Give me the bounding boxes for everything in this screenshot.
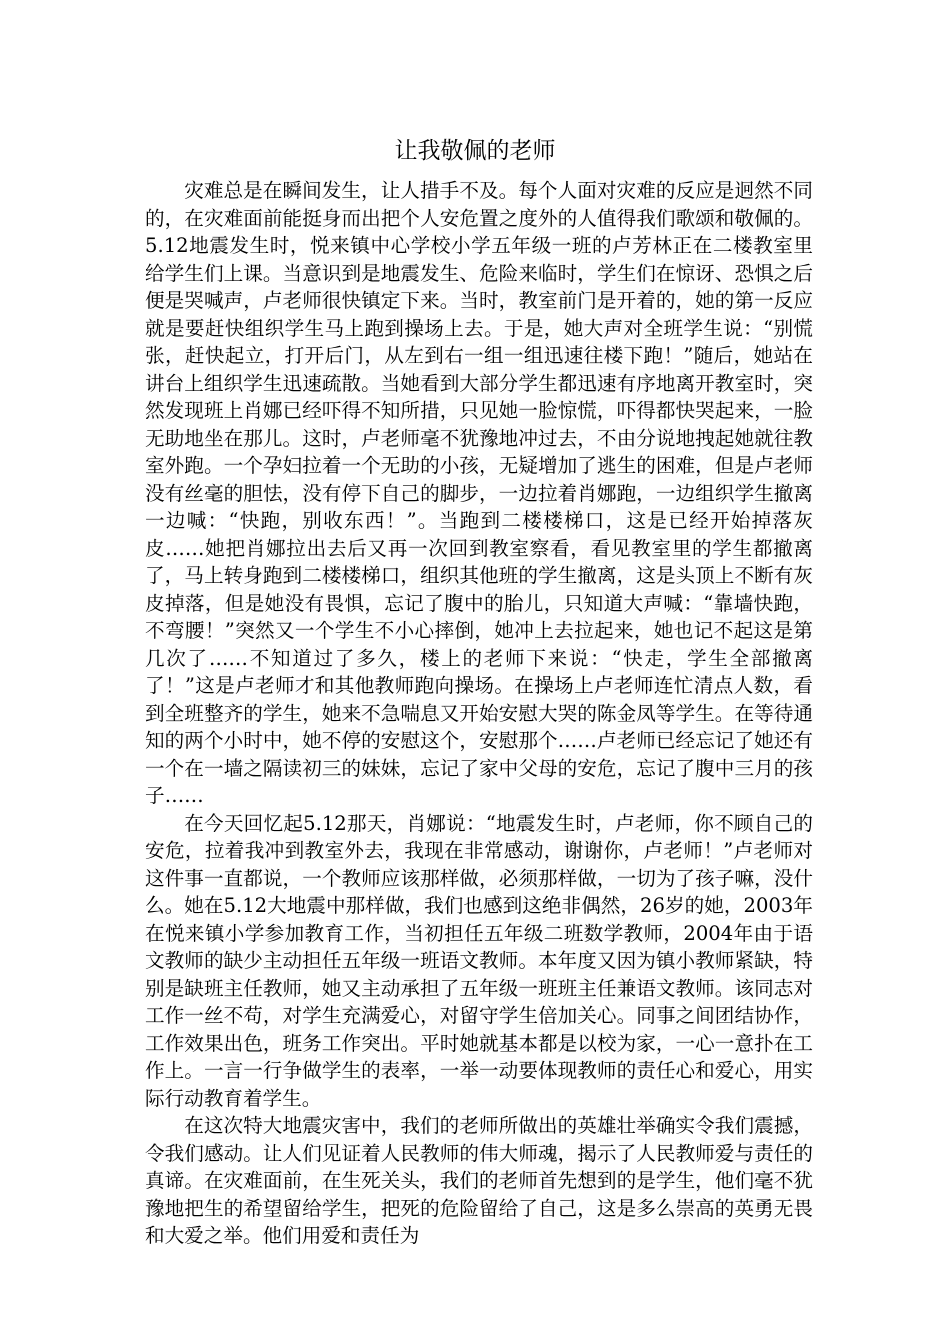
paragraph-2: 在今天回忆起5.12那天，肖娜说：“地震发生时，卢老师，你不顾自己的安危，拉着我冲到教室外去，我现在非常感动，谢谢你，卢老师！”卢老师对这件事一直都说，一个教师应该那样做，必须那样做，一切为了孩子嘛，没什么。她在5.12大地震中那样做，我们也感到这绝非偶然，26岁的她，2003年在悦来镇小学参加教育工作，当初担任五年级二班数学教师，2004年由于语文教师的缺少主动担任五年级一班语文教师。本年度又因为镇小教师紧缺，特别是缺班主任教师，她又主动承担了五年级一班班主任兼语文教师。该同志对工作一丝不苟，对学生充满爱心，对留守学生倍加关心。同事之间团结协作，工作效果出色，班务工作突出。平时她就基本都是以校为家，一心一意扑在工作上。一言一行争做学生的表率，一举一动要体现教师的责任心和爱心，用实际行动教育着学生。 xyxy=(145,811,813,1110)
document-title: 让我敬佩的老师 xyxy=(394,138,556,164)
paragraph-1: 灾难总是在瞬间发生，让人措手不及。每个人面对灾难的反应是迥然不同的，在灾难面前能挺身而出把个人安危置之度外的人值得我们歌颂和敬佩的。5.12地震发生时，悦来镇中心学校小学五年级一班的卢芳林正在二楼教室里给学生们上课。当意识到是地震发生、危险来临时，学生们在惊讶、恐惧之后便是哭喊声，卢老师很快镇定下来。当时，教室前门是开着的，她的第一反应就是要赶快组织学生马上跑到操场上去。于是，她大声对全班学生说：“别慌张，赶快起立，打开后门，从左到右一组一组迅速往楼下跑！”随后，她站在讲台上组织学生迅速疏散。当她看到大部分学生都迅速有序地离开教室时，突然发现班上肖娜已经吓得不知所措，只见她一脸惊慌，吓得都快哭起来，一脸无助地坐在那儿。这时，卢老师毫不犹豫地冲过去，不由分说地拽起她就往教室外跑。一个孕妇拉着一个无助的小孩，无疑增加了逃生的困难，但是卢老师没有丝毫的胆怯，没有停下自己的脚步，一边拉着肖娜跑，一边组织学生撤离一边喊：“快跑，别收东西！”。当跑到二楼楼梯口，这是已经开始掉落灰皮……她把肖娜拉出去后又再一次回到教室察看，看见教室里的学生都撤离了，马上转身跑到二楼楼梯口，组织其他班的学生撤离，这是头顶上不断有灰皮掉落，但是她没有畏惧，忘记了腹中的胎儿，只知道大声喊：“靠墙快跑，不弯腰！”突然又一个学生不小心摔倒，她冲上去拉起来，她也记不起这是第几次了……不知道过了多久，楼上的老师下来说：“快走，学生全部撤离了！”这是卢老师才和其他教师跑向操场。在操场上卢老师连忙清点人数，看到全班整齐的学生，她来不急喘息又开始安慰大哭的陈金凤等学生。在等待通知的两个小时中，她不停的安慰这个，安慰那个……卢老师已经忘记了她还有一个在一墙之隔读初三的妹妹，忘记了家中父母的安危，忘记了腹中三月的孩子…… xyxy=(145,179,813,807)
paragraph-3: 在这次特大地震灾害中，我们的老师所做出的英雄壮举确实令我们震撼，令我们感动。让人们见证着人民教师的伟大师魂，揭示了人民教师爱与责任的真谛。在灾难面前，在生死关头，我们的老师首先想到的是学生，他们毫不犹豫地把生的希望留给学生，把死的危险留给了自己，这是多么崇高的英勇无畏和大爱之举。他们用爱和责任为 xyxy=(145,1114,813,1247)
document-body xyxy=(145,177,813,1250)
